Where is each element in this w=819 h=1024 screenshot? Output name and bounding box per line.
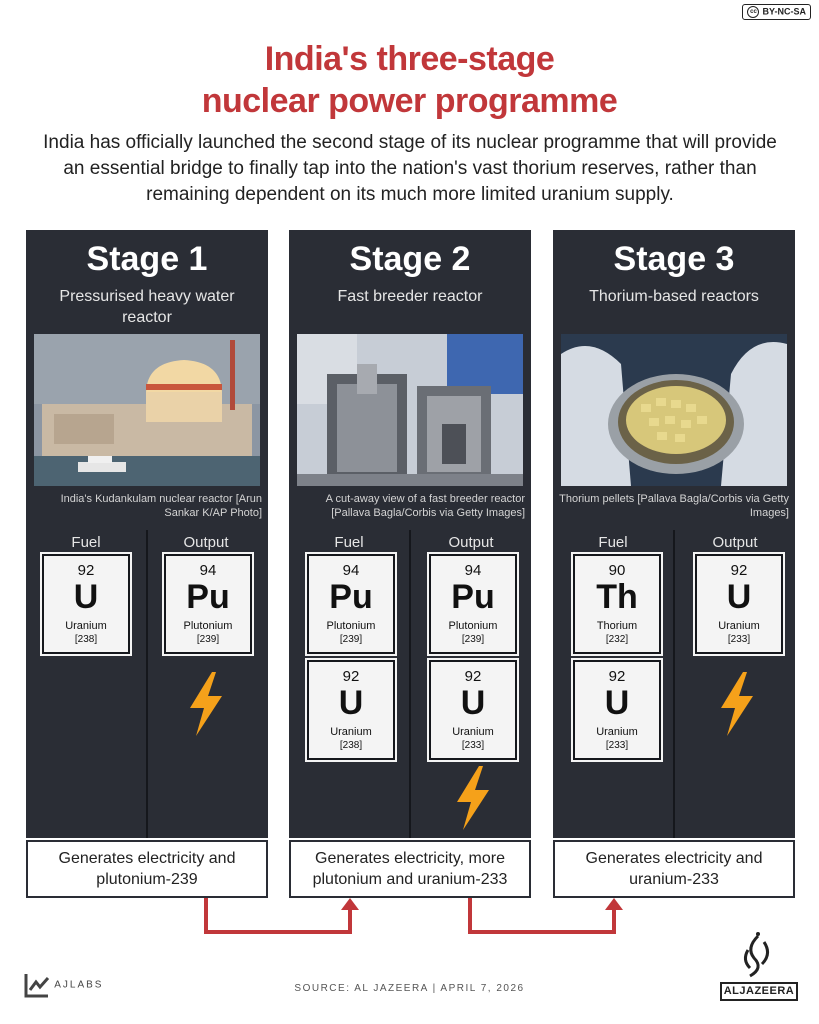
mass-number: [239] [196,634,220,645]
element-name: Uranium [596,726,638,738]
atomic-number: 90 [608,562,626,579]
mass-number: [238] [339,740,363,751]
reactor-type: Fast breeder reactor [337,288,483,305]
atomic-number: 94 [199,562,217,579]
mass-number: [239] [461,634,485,645]
atomic-number: 92 [608,668,626,685]
result-text: Generates electricity and plutonium-239 [58,850,236,888]
stage-2-result [289,840,531,898]
aljazeera-wordmark: ALJAZEERA [720,982,798,1001]
mass-number: [232] [605,634,629,645]
result-text: Generates electricity and uranium-233 [585,850,763,888]
creative-commons-icon: cc [747,6,759,18]
element-symbol: U [73,578,99,616]
element-name: Uranium [330,726,372,738]
element-symbol: Pu [451,578,495,616]
output-label: Output [183,534,229,551]
element-tile-plutonium [307,554,395,654]
column-divider [409,530,411,838]
atomic-number: 92 [342,668,360,685]
atomic-number: 94 [464,562,482,579]
fuel-label: Fuel [598,534,628,551]
element-tile-uranium [307,660,395,760]
output-label: Output [448,534,494,551]
output-label: Output [712,534,758,551]
stage-title: Stage 3 [613,240,735,278]
stage-connector-arrows [0,894,819,944]
element-tile-thorium [573,554,661,654]
element-tile-plutonium [429,554,517,654]
license-text: BY-NC-SA [762,6,806,17]
mass-number: [233] [461,740,485,751]
aljazeera-logo-icon [720,932,796,980]
element-symbol: U [726,578,752,616]
element-symbol: U [460,684,486,722]
ajlabs-label: AJLABS [54,979,104,991]
fuel-label: Fuel [71,534,101,551]
license-badge [742,4,811,20]
atomic-number: 92 [464,668,482,685]
element-name: Uranium [65,620,107,632]
reactor-photo [34,334,260,486]
title-line-2: nuclear power programme [201,82,618,120]
element-name: Plutonium [183,620,233,632]
element-name: Uranium [452,726,494,738]
stage-1-panel [26,230,268,838]
element-name: Thorium [596,620,638,632]
mass-number: [238] [74,634,98,645]
stage-title: Stage 2 [349,240,471,278]
element-symbol: U [338,684,364,722]
stage-1-result [26,840,268,898]
stage-3-panel [553,230,795,838]
photo-caption: India's Kudankulam nuclear reactor [Arun Sankar K/AP Photo] [60,493,262,519]
reactor-type: Thorium-based reactors [589,288,759,305]
fuel-label: Fuel [334,534,364,551]
column-divider [146,530,148,838]
page-title [0,38,819,122]
element-tile-uranium [42,554,130,654]
mass-number: [233] [727,634,751,645]
photo-caption: Thorium pellets [Pallava Bagla/Corbis via Getty Images] [559,493,789,519]
mass-number: [233] [605,740,629,751]
thorium-photo [561,334,787,486]
element-symbol: Pu [186,578,230,616]
element-tile-plutonium [164,554,252,654]
element-name: Plutonium [448,620,498,632]
title-line-1: India's three-stage [264,40,555,78]
element-symbol: Pu [329,578,373,616]
element-symbol: U [604,684,630,722]
reactor-type: Pressurised heavy water reactor [59,288,235,326]
stage-3-result [553,840,795,898]
mass-number: [239] [339,634,363,645]
stage-title: Stage 1 [86,240,208,278]
photo-caption: A cut-away view of a fast breeder reactor [Pallava Bagla/Corbis via Getty Images] [325,493,525,519]
atomic-number: 92 [77,562,95,579]
element-name: Plutonium [326,620,376,632]
aljazeera-logo [720,932,796,997]
element-name: Uranium [718,620,760,632]
lightning-bolt-icon [453,766,493,830]
stage-2-panel [289,230,531,838]
element-symbol: Th [596,578,638,616]
element-tile-uranium [429,660,517,760]
result-text: Generates electricity, more plutonium and uranium-233 [312,850,508,888]
source-line: SOURCE: AL JAZEERA | APRIL 7, 2026 [294,983,525,994]
reactor-photo [297,334,523,486]
column-divider [673,530,675,838]
element-tile-uranium [573,660,661,760]
lightning-bolt-icon [717,672,757,736]
intro-text: India has officially launched the second stage of its nuclear programme that will provide an essential bridge to finally tap into the nation's vast thorium reserves, rather than remaining dependent on its much more limited uranium supply. [43,132,777,205]
atomic-number: 94 [342,562,360,579]
element-tile-uranium [695,554,783,654]
atomic-number: 92 [730,562,748,579]
lightning-bolt-icon [186,672,226,736]
